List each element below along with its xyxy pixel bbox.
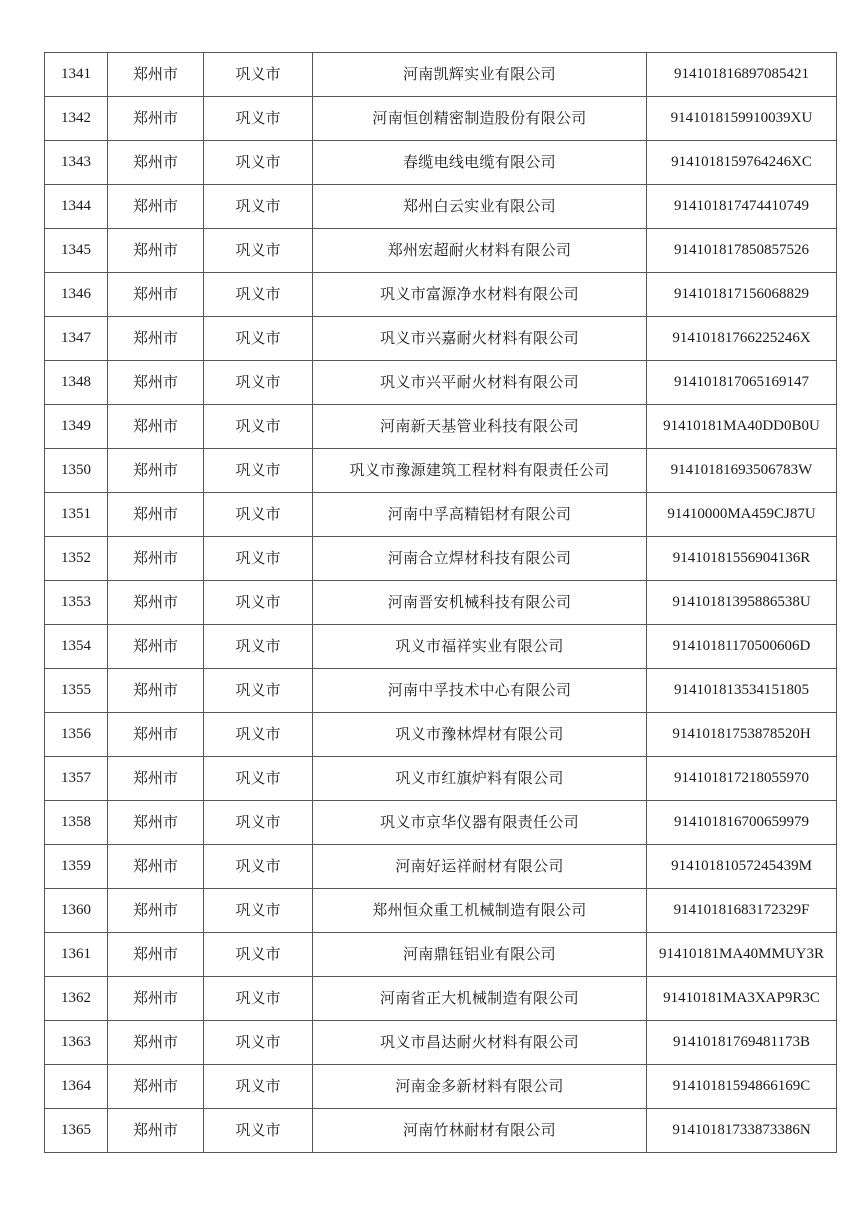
company-name-cell: 春缆电线电缆有限公司 [313,141,647,185]
row-number-cell: 1353 [45,581,108,625]
row-number-cell: 1350 [45,449,108,493]
county-cell: 巩义市 [204,361,313,405]
table-row [45,229,837,273]
city-cell: 郑州市 [108,361,204,405]
company-name-cell: 巩义市福祥实业有限公司 [313,625,647,669]
row-number-cell: 1345 [45,229,108,273]
credit-code-cell: 9141018159910039XU [647,97,837,141]
table-row [45,625,837,669]
row-number-cell: 1362 [45,977,108,1021]
row-number-cell: 1355 [45,669,108,713]
company-name-cell: 河南中孚技术中心有限公司 [313,669,647,713]
table-row [45,1021,837,1065]
table-row [45,801,837,845]
table-row [45,493,837,537]
table-row [45,889,837,933]
credit-code-cell: 91410181MA40MMUY3R [647,933,837,977]
company-name-cell: 河南合立焊材科技有限公司 [313,537,647,581]
row-number-cell: 1354 [45,625,108,669]
city-cell: 郑州市 [108,1109,204,1153]
table-row [45,713,837,757]
credit-code-cell: 914101817156068829 [647,273,837,317]
company-name-cell: 河南竹林耐材有限公司 [313,1109,647,1153]
table-row [45,1109,837,1153]
credit-code-cell: 91410181556904136R [647,537,837,581]
table-row [45,361,837,405]
company-name-cell: 巩义市红旗炉料有限公司 [313,757,647,801]
company-name-cell: 郑州白云实业有限公司 [313,185,647,229]
company-name-cell: 巩义市兴平耐火材料有限公司 [313,361,647,405]
city-cell: 郑州市 [108,405,204,449]
credit-code-cell: 91410181395886538U [647,581,837,625]
city-cell: 郑州市 [108,493,204,537]
credit-code-cell: 91410181057245439M [647,845,837,889]
company-name-cell: 巩义市昌达耐火材料有限公司 [313,1021,647,1065]
county-cell: 巩义市 [204,97,313,141]
county-cell: 巩义市 [204,581,313,625]
county-cell: 巩义市 [204,493,313,537]
row-number-cell: 1341 [45,53,108,97]
row-number-cell: 1357 [45,757,108,801]
row-number-cell: 1343 [45,141,108,185]
table-row [45,97,837,141]
credit-code-cell: 91410181693506783W [647,449,837,493]
table-row [45,845,837,889]
county-cell: 巩义市 [204,53,313,97]
city-cell: 郑州市 [108,933,204,977]
county-cell: 巩义市 [204,757,313,801]
company-name-cell: 巩义市兴嘉耐火材料有限公司 [313,317,647,361]
credit-code-cell: 91410181683172329F [647,889,837,933]
credit-code-cell: 914101817474410749 [647,185,837,229]
county-cell: 巩义市 [204,933,313,977]
table-row [45,977,837,1021]
city-cell: 郑州市 [108,141,204,185]
county-cell: 巩义市 [204,801,313,845]
city-cell: 郑州市 [108,845,204,889]
credit-code-cell: 91410000MA459CJ87U [647,493,837,537]
county-cell: 巩义市 [204,141,313,185]
row-number-cell: 1352 [45,537,108,581]
row-number-cell: 1365 [45,1109,108,1153]
table-row [45,1065,837,1109]
company-name-cell: 郑州恒众重工机械制造有限公司 [313,889,647,933]
county-cell: 巩义市 [204,273,313,317]
city-cell: 郑州市 [108,801,204,845]
table-row [45,537,837,581]
row-number-cell: 1344 [45,185,108,229]
credit-code-cell: 914101817850857526 [647,229,837,273]
company-name-cell: 巩义市京华仪器有限责任公司 [313,801,647,845]
row-number-cell: 1347 [45,317,108,361]
county-cell: 巩义市 [204,537,313,581]
row-number-cell: 1351 [45,493,108,537]
table-row [45,141,837,185]
city-cell: 郑州市 [108,757,204,801]
table-row [45,581,837,625]
city-cell: 郑州市 [108,625,204,669]
credit-code-cell: 91410181170500606D [647,625,837,669]
city-cell: 郑州市 [108,229,204,273]
row-number-cell: 1356 [45,713,108,757]
city-cell: 郑州市 [108,581,204,625]
company-name-cell: 河南凯辉实业有限公司 [313,53,647,97]
company-name-cell: 郑州宏超耐火材料有限公司 [313,229,647,273]
city-cell: 郑州市 [108,713,204,757]
county-cell: 巩义市 [204,449,313,493]
county-cell: 巩义市 [204,845,313,889]
company-name-cell: 河南省正大机械制造有限公司 [313,977,647,1021]
company-name-cell: 河南金多新材料有限公司 [313,1065,647,1109]
row-number-cell: 1363 [45,1021,108,1065]
credit-code-cell: 914101816700659979 [647,801,837,845]
credit-code-cell: 91410181MA40DD0B0U [647,405,837,449]
county-cell: 巩义市 [204,713,313,757]
table-row [45,669,837,713]
company-name-cell: 巩义市豫源建筑工程材料有限责任公司 [313,449,647,493]
table-body [45,53,837,1153]
city-cell: 郑州市 [108,97,204,141]
county-cell: 巩义市 [204,977,313,1021]
row-number-cell: 1364 [45,1065,108,1109]
row-number-cell: 1349 [45,405,108,449]
table-row [45,405,837,449]
row-number-cell: 1348 [45,361,108,405]
company-name-cell: 河南新天基管业科技有限公司 [313,405,647,449]
city-cell: 郑州市 [108,185,204,229]
company-name-cell: 河南晋安机械科技有限公司 [313,581,647,625]
city-cell: 郑州市 [108,537,204,581]
credit-code-cell: 91410181753878520H [647,713,837,757]
row-number-cell: 1361 [45,933,108,977]
row-number-cell: 1342 [45,97,108,141]
city-cell: 郑州市 [108,449,204,493]
credit-code-cell: 91410181733873386N [647,1109,837,1153]
county-cell: 巩义市 [204,405,313,449]
credit-code-cell: 914101816897085421 [647,53,837,97]
county-cell: 巩义市 [204,1065,313,1109]
company-name-cell: 河南鼎钰铝业有限公司 [313,933,647,977]
credit-code-cell: 914101817065169147 [647,361,837,405]
city-cell: 郑州市 [108,317,204,361]
row-number-cell: 1346 [45,273,108,317]
credit-code-cell: 914101813534151805 [647,669,837,713]
county-cell: 巩义市 [204,889,313,933]
city-cell: 郑州市 [108,273,204,317]
county-cell: 巩义市 [204,185,313,229]
company-name-cell: 巩义市豫林焊材有限公司 [313,713,647,757]
company-name-cell: 河南恒创精密制造股份有限公司 [313,97,647,141]
row-number-cell: 1360 [45,889,108,933]
row-number-cell: 1359 [45,845,108,889]
credit-code-cell: 91410181766225246X [647,317,837,361]
table-row [45,185,837,229]
credit-code-cell: 9141018159764246XC [647,141,837,185]
county-cell: 巩义市 [204,229,313,273]
county-cell: 巩义市 [204,625,313,669]
enterprise-table [44,52,837,1153]
table-row [45,449,837,493]
table-row [45,933,837,977]
county-cell: 巩义市 [204,1021,313,1065]
credit-code-cell: 91410181769481173B [647,1021,837,1065]
company-name-cell: 河南好运祥耐材有限公司 [313,845,647,889]
company-name-cell: 河南中孚高精铝材有限公司 [313,493,647,537]
city-cell: 郑州市 [108,977,204,1021]
city-cell: 郑州市 [108,53,204,97]
county-cell: 巩义市 [204,1109,313,1153]
table-row [45,757,837,801]
credit-code-cell: 91410181594866169C [647,1065,837,1109]
credit-code-cell: 914101817218055970 [647,757,837,801]
county-cell: 巩义市 [204,317,313,361]
county-cell: 巩义市 [204,669,313,713]
credit-code-cell: 91410181MA3XAP9R3C [647,977,837,1021]
table-row [45,317,837,361]
company-name-cell: 巩义市富源净水材料有限公司 [313,273,647,317]
city-cell: 郑州市 [108,1021,204,1065]
city-cell: 郑州市 [108,889,204,933]
city-cell: 郑州市 [108,1065,204,1109]
table-row [45,53,837,97]
city-cell: 郑州市 [108,669,204,713]
row-number-cell: 1358 [45,801,108,845]
table-row [45,273,837,317]
